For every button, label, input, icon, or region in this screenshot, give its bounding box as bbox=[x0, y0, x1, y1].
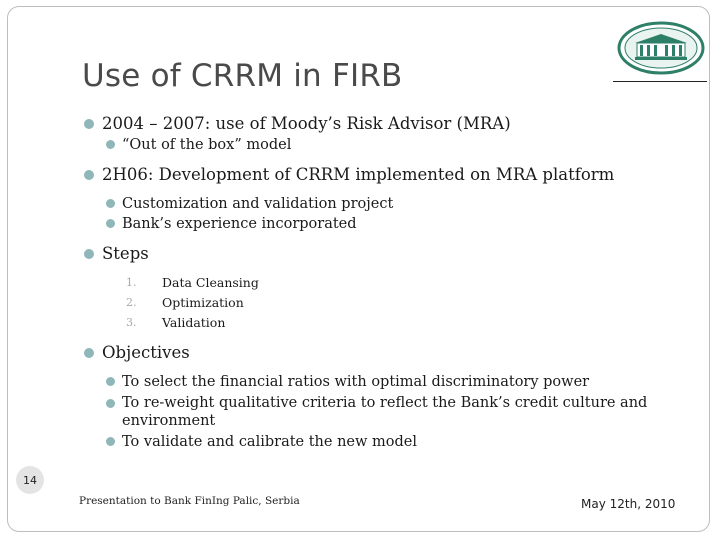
step-number: 1. bbox=[126, 276, 137, 289]
step-item bbox=[82, 313, 662, 333]
sub-bullet-bank-experience: Bank’s experience incorporated bbox=[82, 214, 662, 234]
bullet-mra-usage: 2004 – 2007: use of Moody’s Risk Advisor (MRA) bbox=[82, 113, 662, 135]
step-label: Optimization bbox=[162, 295, 244, 310]
sub-bullet-validate-model: To validate and calibrate the new model bbox=[82, 432, 662, 452]
step-number: 2. bbox=[126, 296, 137, 309]
sub-bullet-text: To re-weight qualitative criteria to reflect the Bank’s credit culture and environment bbox=[122, 395, 648, 429]
bullet-objectives: Objectives bbox=[82, 342, 662, 364]
sub-bullet-customization: Customization and validation project bbox=[82, 194, 662, 214]
bullet-crrm-development: 2H06: Development of CRRM implemented on MRA platform bbox=[82, 164, 662, 186]
bullet-steps: Steps bbox=[82, 243, 662, 265]
bank-logo bbox=[617, 21, 705, 75]
page-number-badge: 14 bbox=[16, 466, 44, 494]
sub-bullet-reweight-criteria bbox=[82, 394, 662, 430]
footer-presentation: Presentation to Bank FinIng Palic, Serbia bbox=[79, 495, 300, 507]
step-number: 3. bbox=[126, 316, 137, 329]
logo-underline bbox=[613, 81, 707, 82]
sub-bullet-out-of-box: “Out of the box” model bbox=[82, 135, 662, 155]
step-label: Validation bbox=[162, 315, 226, 330]
sub-bullet-select-ratios: To select the financial ratios with optimal discriminatory power bbox=[82, 372, 662, 392]
slide-title: Use of CRRM in FIRB bbox=[82, 58, 403, 94]
step-item bbox=[82, 293, 662, 313]
step-item bbox=[82, 273, 662, 293]
step-label: Data Cleansing bbox=[162, 275, 259, 290]
slide-content bbox=[82, 113, 662, 452]
footer-date: May 12th, 2010 bbox=[581, 497, 676, 511]
